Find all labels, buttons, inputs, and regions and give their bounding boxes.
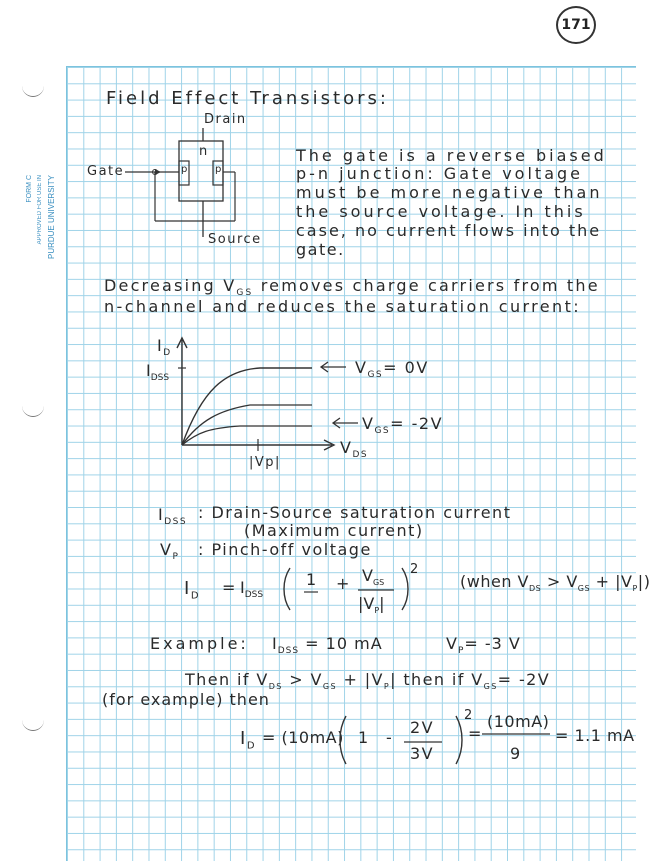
idss-label: I <box>146 361 151 380</box>
eq-id: I <box>184 578 191 599</box>
vds-sub: DS <box>352 450 369 461</box>
eq-idss-i: I <box>240 578 245 597</box>
vp-def-symbol <box>160 540 179 562</box>
curve-vgs-minus2 <box>182 426 312 445</box>
binder-hole-top <box>22 78 44 97</box>
cond-d: |) <box>637 572 650 591</box>
binder-hole-bottom <box>22 712 44 731</box>
id-sub: D <box>163 348 172 359</box>
idss-sub: DSS <box>150 373 170 384</box>
cond-sub1: DS <box>528 584 542 594</box>
eq-denominator <box>358 594 385 615</box>
decreasing-line-2: n-channel and reduces the saturation current: <box>104 297 582 316</box>
final-lhs <box>240 728 256 752</box>
idss-axis-label <box>146 361 169 383</box>
n-region-label: n <box>199 144 209 159</box>
final-eq1: = (10mA) <box>262 728 344 747</box>
final-one: 1 <box>358 728 370 747</box>
final-power: 2 <box>464 708 474 723</box>
vds-v: V <box>340 438 353 457</box>
arrow-vgs-0 <box>318 360 348 374</box>
form-label: FORM C <box>26 175 33 203</box>
then-sub4: GS <box>483 682 498 692</box>
gate-note-line-6: gate. <box>296 240 345 259</box>
then-d: | then if V <box>390 670 484 689</box>
gate-label: Gate <box>87 164 125 179</box>
cond-sub3: P <box>632 584 638 594</box>
eq-den-v: |V <box>358 594 375 613</box>
ex-idss-i: I <box>272 634 278 653</box>
example-vp <box>446 634 521 656</box>
idss-def-desc: : Drain-Source saturation current <box>198 503 512 522</box>
id-axis-label <box>157 336 172 358</box>
def-idss-sub: DSS <box>164 517 188 528</box>
eq-num-v: V <box>362 566 373 585</box>
final-denominator-2: 9 <box>510 744 522 763</box>
final-eq2: = <box>468 724 483 743</box>
university-label: PURDUE UNIVERSITY <box>47 175 56 260</box>
ex-vp-sub: P <box>457 646 465 657</box>
vp-def-desc: : Pinch-off voltage <box>198 540 372 559</box>
vgs0-val: = 0V <box>383 358 429 377</box>
final-id-sub: D <box>246 740 257 752</box>
vgs-subscript: GS <box>236 288 254 299</box>
vgs2-sub: GS <box>374 426 391 437</box>
cond-c: + |V <box>590 572 633 591</box>
eq-condition <box>460 572 650 593</box>
ex-vp-v: V <box>446 634 458 653</box>
cond-sub2: GS <box>577 584 591 594</box>
eq-id-sub: D <box>190 590 201 602</box>
final-denominator: 3V <box>410 744 435 763</box>
page-title: Field Effect Transistors: <box>106 88 389 109</box>
vds-axis-label <box>340 438 368 460</box>
final-fraction-bar-2 <box>480 730 552 738</box>
def-vp-sub: P <box>172 552 180 563</box>
jfet-diagram <box>115 125 250 240</box>
binder-hole-middle <box>22 398 44 417</box>
vp-axis-label: |Vp| <box>249 455 281 470</box>
approved-label: APPROVED FOR USE IN <box>37 175 43 245</box>
gate-note-line-4: the source voltage. In this <box>296 202 586 221</box>
eq-den-close: | <box>379 594 385 613</box>
final-id: I <box>240 728 247 749</box>
def-vp-v: V <box>160 540 173 559</box>
p-right-label: p <box>215 164 223 175</box>
gate-note-line-2: p-n junction: Gate voltage <box>296 164 583 183</box>
then-c: + |V <box>336 670 384 689</box>
then-sub2: GS <box>322 682 337 692</box>
ex-vp-val: = -3 V <box>464 634 521 653</box>
decreasing-text-b: removes charge carriers from the <box>253 276 600 295</box>
arrow-vgs-2 <box>330 416 360 430</box>
idss-def-desc-2: (Maximum current) <box>244 521 424 540</box>
id-label: I <box>157 336 164 355</box>
vgs-0-label <box>355 358 429 380</box>
gate-note-line-3: must be more negative than <box>296 183 603 202</box>
eq-equals: = <box>222 578 237 597</box>
then-sub1: DS <box>268 682 283 692</box>
vgs0-v: V <box>355 358 368 377</box>
eq-idss-sub: DSS <box>244 590 264 601</box>
then-sub3: P <box>383 682 391 692</box>
idss-def-symbol <box>158 505 187 527</box>
eq-one: 1 <box>306 570 318 589</box>
then-e: = -2V <box>497 670 551 689</box>
eq-plus: + <box>336 574 351 593</box>
then-line-1 <box>185 670 550 691</box>
eq-den-sub: P <box>374 606 380 616</box>
example-idss <box>272 634 383 656</box>
example-label: Example: <box>150 634 249 653</box>
eq-power: 2 <box>410 562 420 577</box>
def-idss-i: I <box>158 505 165 524</box>
cond-a: (when V <box>460 572 529 591</box>
decreasing-text-a: Decreasing V <box>104 276 237 295</box>
vgs2-val: = -2V <box>390 414 444 433</box>
final-result: = 1.1 mA <box>555 726 635 745</box>
eq-lhs <box>184 578 200 602</box>
final-numerator-2: (10mA) <box>487 712 550 731</box>
final-numerator: 2V <box>410 718 435 737</box>
drain-label: Drain <box>204 112 247 127</box>
gate-note-line-1: The gate is a reverse biased <box>296 146 607 165</box>
eq-idss <box>240 578 263 600</box>
decreasing-line-1 <box>104 276 600 298</box>
p-left-label: p <box>181 164 189 175</box>
ex-idss-sub: DSS <box>277 646 300 657</box>
ex-idss-val: = 10 mA <box>305 634 383 653</box>
gate-note-line-5: case, no current flows into the <box>296 221 602 240</box>
vgs0-sub: GS <box>367 370 384 381</box>
vgs-minus2-label <box>362 414 443 436</box>
saturation-graph <box>150 330 353 470</box>
eq-num-sub: GS <box>372 578 385 588</box>
eq-numerator <box>362 566 384 587</box>
final-minus: - <box>386 728 394 747</box>
then-b: > V <box>282 670 323 689</box>
cond-b: > V <box>541 572 578 591</box>
source-label: Source <box>208 232 262 247</box>
page-number: 171 <box>556 6 596 44</box>
then-line-2: (for example) then <box>102 690 270 709</box>
curve-mid <box>182 405 312 445</box>
vgs2-v: V <box>362 414 375 433</box>
then-a: Then if V <box>185 670 269 689</box>
